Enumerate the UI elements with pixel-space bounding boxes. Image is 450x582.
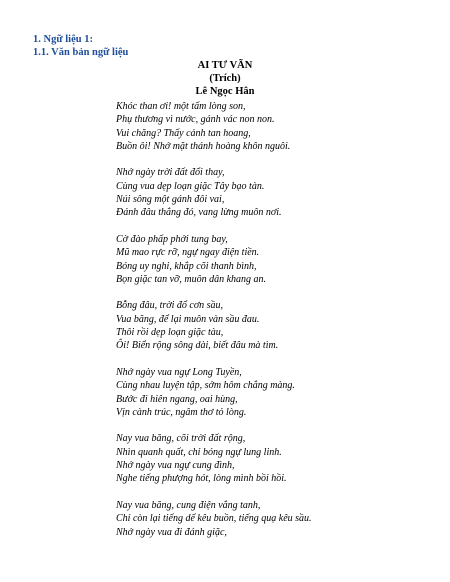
- poem-line: Nhớ ngày trời đất đổi thay,: [116, 167, 225, 179]
- poem-line: Mũ mao rực rỡ, ngự ngay điện tiền.: [116, 247, 260, 259]
- poem-line: Chỉ còn lại tiếng dế kêu buồn, tiếng quạ kêu sầu.: [116, 513, 312, 525]
- poem-line: Phụ thương vì nước, gánh vác non non.: [116, 114, 275, 126]
- poem-line: Nghe tiếng phượng hót, lòng mình bồi hồi.: [116, 473, 287, 485]
- poem-author: Lê Ngọc Hân: [195, 86, 255, 97]
- stanza-5: [116, 366, 436, 419]
- stanza-6: [116, 432, 436, 485]
- poem-line: Bước đi hiên ngang, oai hùng,: [116, 393, 238, 405]
- stanza-4: [116, 299, 436, 352]
- poem-line: Buồn ôi! Nhớ mặt thánh hoàng khôn nguôi.: [116, 140, 291, 152]
- poem-line: Khóc than ơi! một tấm lòng son,: [116, 101, 246, 112]
- poem-line: Bỗng đâu, trời đổ cơn sầu,: [116, 300, 224, 312]
- poem-line: Đánh đâu thắng đó, vang lừng muôn nơi.: [116, 207, 282, 219]
- poem-line: Nay vua băng, cõi trời đất rộng,: [116, 433, 246, 445]
- poem-title: AI TƯ VÃN: [197, 60, 253, 71]
- poem-line: Vua băng, để lại muôn vàn sầu đau.: [116, 313, 260, 325]
- stanza-7: [116, 499, 436, 539]
- poem-body: [116, 100, 436, 552]
- poem-line: Nhớ ngày vua ngự Long Tuyền,: [116, 366, 242, 378]
- section-heading: 1. Ngữ liệu 1:: [33, 34, 93, 45]
- poem-line: Nay vua băng, cung điện vắng tanh,: [116, 499, 261, 511]
- poem-line: Thôi rồi dẹp loạn giặc tàu,: [116, 327, 224, 339]
- poem-line: Vui chăng? Thấy cảnh tan hoang,: [116, 127, 251, 139]
- stanza-1: [116, 100, 436, 153]
- stanza-2: [116, 166, 436, 219]
- poem-line: Bóng uy nghi, khắp cõi thanh bình,: [116, 260, 257, 272]
- poem-line: Nhớ ngày vua đi đánh giặc,: [116, 526, 227, 538]
- poem-line: Nhìn quanh quất, chỉ bóng ngự lung linh.: [116, 446, 282, 458]
- poem-line: Cùng vua dẹp loạn giặc Tây bạo tàn.: [116, 180, 265, 192]
- poem-line: Núi sông một gánh đôi vai,: [116, 194, 225, 206]
- poem-line: Nhớ ngày vua ngự cung đình,: [116, 460, 235, 472]
- poem-line: Cùng nhau luyện tập, sớm hôm chẳng màng.: [116, 380, 295, 392]
- poem-line: Cờ đào phấp phới tung bay,: [116, 233, 228, 245]
- poem-line: Vịn cành trúc, ngâm thơ tỏ lòng.: [116, 406, 247, 418]
- subsection-heading: 1.1. Văn bản ngữ liệu: [33, 47, 129, 58]
- poem-line: Bọn giặc tan vỡ, muôn dân khang an.: [116, 273, 267, 285]
- stanza-3: [116, 233, 436, 286]
- poem-line: Ôi! Biển rộng sông dài, biết đâu mà tìm.: [116, 340, 279, 352]
- poem-subtitle: (Trích): [209, 73, 241, 84]
